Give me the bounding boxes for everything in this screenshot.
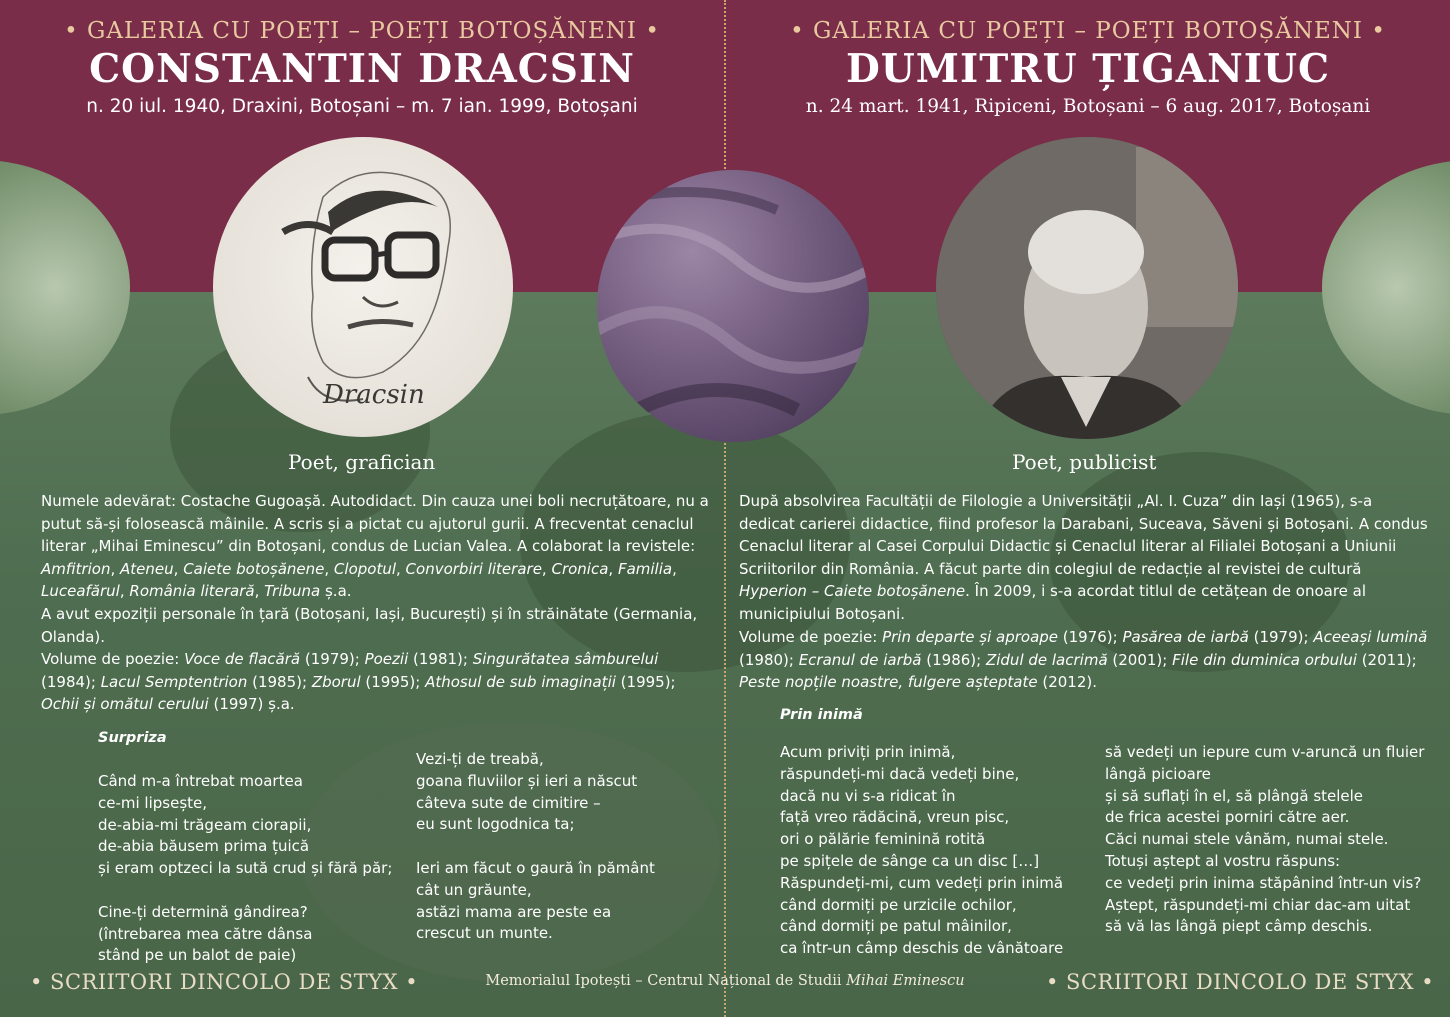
text-run: Numele adevărat: Costache Gugoașă. Autodidact. Din cauza unei boli necruțătoare, nu a putut să-și folosească mâinile. A scris și a pictat cu ajutorul gurii. A frecventat cenaclul literar „Mihai Eminescu” din Botoșani, condus de Lucian Valea. A colaborat la revistele: [41, 492, 709, 556]
italic-title: Poezii [364, 650, 409, 669]
footer-credit [470, 973, 980, 989]
italic-title: Voce de flacără [184, 650, 301, 669]
italic-title: Clopotul [333, 559, 396, 578]
footer-credit-text: Memorialul Ipotești – Centrul Național de Studii [485, 973, 847, 989]
volumes-right [739, 626, 1429, 694]
poem-right-col2: să vedeți un iepure cum v-aruncă un fluier lângă picioare și să suflați în el, să plângă stelele de frica acestei porniri către aer. Căci numai stele vânăm, numai stele. Totuși aștept al vostru răspuns: ce vedeți prin inima stăpânind într-un vis? Aștept, răspundeți-mi chiar dac-am uitat să vă las lângă piept câmp deschis. [1105, 743, 1425, 936]
italic-title: Pasărea de iarbă [1122, 628, 1249, 646]
text-run: , [672, 559, 677, 578]
center-divider [724, 0, 726, 1017]
italic-title: Lacul Semptentrion [100, 672, 248, 691]
italic-title: Peste nopțile noastre, fulgere așteptate [739, 673, 1038, 692]
text-run: (1979); [300, 650, 365, 669]
italic-title: Ateneu [120, 559, 174, 578]
photo-drawing [936, 137, 1238, 439]
signature: Dracsin [323, 380, 425, 410]
right-header [726, 18, 1450, 117]
velvet-fabric-image [597, 170, 869, 442]
poet-name: DUMITRU ȚIGANIUC [845, 46, 1331, 92]
poem-left-col1: Când m-a întrebat moartea ce-mi lipsește, de-abia-mi trăgeam ciorapii, de-abia băusem prima țuică și eram optzeci la sută crud și fără păr; Cine-ți determină gândirea? (întrebarea mea către dânsa stând pe un balot de paie) [98, 772, 393, 965]
role-left: Poet, grafician [288, 450, 436, 474]
bio-left [41, 490, 713, 716]
footer-credit-italic: Mihai Eminescu [846, 973, 965, 989]
italic-title: Ochii și omătul cerului [41, 695, 209, 714]
text-run: , [119, 582, 130, 601]
bio-right [739, 490, 1429, 626]
text-run: (1997) ș.a. [208, 695, 295, 714]
italic-title: Athosul de sub imaginații [425, 672, 616, 691]
text-run: (1995); [615, 672, 676, 691]
text-run: (1985); [247, 672, 312, 691]
portrait-photo [936, 137, 1238, 439]
text-run: (1984); [41, 672, 101, 691]
poem-title-right: Prin inimă [780, 707, 863, 723]
italic-title: Zborul [311, 672, 361, 691]
italic-title: Singurătatea sâmburelui [472, 650, 659, 669]
text-run: , [173, 559, 184, 578]
text-run: (2001); [1107, 650, 1173, 669]
italic-title: Caiete botoșănene [183, 559, 325, 578]
text-run: (1995); [360, 672, 426, 691]
italic-title: Ecranul de iarbă [798, 650, 922, 669]
left-header [0, 18, 724, 117]
italic-title: Tribuna [264, 582, 321, 601]
italic-title: Familia [617, 559, 673, 578]
italic-title: Luceafărul [41, 582, 120, 601]
poem-right-col1: Acum priviți prin inimă, răspundeți-mi dacă vedeți bine, dacă nu vi s-a ridicat în față vreo rădăcină, vreun pisc, ori o pălărie feminină rotită pe spițele de sânge ca un disc […] Răspundeți-mi, cum vedeți prin inimă când dormiți pe urzicile ochilor, când dormiți pe patul mâinilor, ca într-un câmp deschis de vânătoare [780, 743, 1064, 958]
text-run: (1981); [408, 650, 473, 669]
text-run: , [110, 559, 121, 578]
italic-title: Zidul de lacrimă [985, 650, 1108, 669]
italic-title: File din duminica orbului [1172, 650, 1357, 669]
text-run: (1976); [1058, 628, 1123, 646]
italic-title: Cronica [551, 559, 609, 578]
text-run: , [254, 582, 265, 601]
text-run: , [541, 559, 552, 578]
footer-right: • SCRIITORI DINCOLO DE STYX • [1046, 970, 1435, 994]
text-run: , [396, 559, 406, 578]
italic-title: Convorbiri literare [405, 559, 542, 578]
italic-title: Amfitrion [41, 559, 111, 578]
text-run: (1979); [1248, 628, 1314, 646]
italic-title: Aceeași lumină [1313, 628, 1428, 646]
poet-dates: n. 24 mart. 1941, Ripiceni, Botoșani – 6 aug. 2017, Botoșani [805, 96, 1371, 117]
poem-title-left: Surpriza [98, 730, 167, 746]
italic-title: Prin departe și aproape [882, 628, 1059, 646]
italic-title: Hyperion – Caiete botoșănene [739, 582, 966, 601]
italic-title: România literară [129, 582, 255, 601]
velvet-folds [597, 170, 869, 442]
poem-left-col2: Vezi-ți de treabă, goana fluviilor și ieri a născut câteva sute de cimitire – eu sunt logodnica ta; Ieri am făcut o gaură în pământ cât un grăunte, astăzi mama are peste ea crescut un munte. [416, 750, 655, 943]
text-run: , [324, 559, 334, 578]
footer-left: • SCRIITORI DINCOLO DE STYX • [30, 970, 419, 994]
text-run: (2012). [1037, 673, 1098, 692]
gallery-title: • GALERIA CU POEȚI – POEȚI BOTOȘĂNENI • [790, 18, 1386, 44]
portrait-sketch [213, 137, 513, 437]
role-right: Poet, publicist [1012, 450, 1157, 474]
gallery-title: • GALERIA CU POEȚI – POEȚI BOTOȘĂNENI • [64, 18, 660, 44]
text-run: Volume de poezie: [739, 628, 883, 646]
text-run: ș.a. A avut expoziții personale în țară (Botoșani, Iași, București) și în străinătate (Germania, Olanda). Volume de poezie: [41, 582, 698, 669]
poet-dates: n. 20 iul. 1940, Draxini, Botoșani – m. 7 ian. 1999, Botoșani [86, 96, 638, 117]
text-run: (1980); [739, 650, 799, 669]
poet-name: CONSTANTIN DRACSIN [89, 46, 635, 92]
text-run: După absolvirea Facultății de Filologie a Universității „Al. I. Cuza” din Iași (1965), s-a dedicat carierei didactice, fiind profesor la Darabani, Suceava, Săveni și Botoșani. A condus Cenaclul literar al Casei Corpului Didactic și Cenaclul literar al Filialei Botoșani a Uniunii Scriitorilor din România. A făcut parte din colegiul de redacție al revistei de cultură [739, 492, 1428, 578]
text-run: (2011); [1356, 650, 1417, 669]
text-run: (1986); [921, 650, 986, 669]
text-run: . În 2009, i s-a acordat titlul de cetățean de onoare al municipiului Botoșani. [739, 582, 1367, 623]
text-run: , [608, 559, 618, 578]
